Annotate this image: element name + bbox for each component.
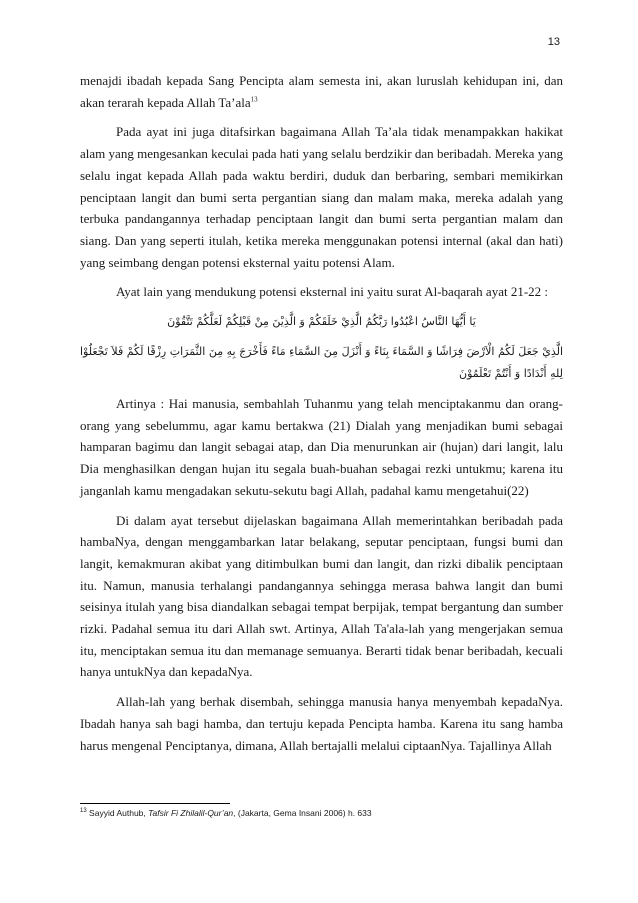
footnote [80,808,563,818]
footnote-author: Sayyid Authub, [86,808,149,818]
arabic-verse-22: الَّذِيْ جَعَلَ لَكُمُ الْاَرْضَ فِرَاشًا وَ السَّمَاءَ بِنَاءً وَ أَنْزَلَ مِنَ السَّمَاءِ مَاءً فَأَخْرَجَ بِهِ مِنَ الثَّمَرَاتِ رِزْقًا لَكُمْ فَلاَ تَجْعَلُوْا لِلهِ أَنْدَادًا وَ أَنْتُمْ تَعْلَمُوْنَ [80,345,563,381]
footnote-ref: 13 [250,95,258,104]
paragraph-3: Ayat lain yang mendukung potensi eksternal ini yaitu surat Al-baqarah ayat 21-22 : [116,284,549,300]
paragraph-1-text: menajdi ibadah kepada Sang Pencipta alam semesta ini, akan luruslah kehidupan ini, dan akan terarah kepada Allah Ta’ala [80,73,563,110]
paragraph-1 [80,70,563,113]
paragraph-6: Allah-lah yang berhak disembah, sehingga manusia hanya menyembah kepadaNya. Ibadah hanya sah bagi hamba, dan tertuju kepada Pencipta hamba. Karena itu sang hamba harus mengenal Penciptanya, dimana, Allah bertajalli melalui ciptaanNya. Tajallinya Allah [80,694,563,753]
paragraph-5: Di dalam ayat tersebut dijelaskan bagaimana Allah memerintahkan beribadah pada hambaNya, dengan menggambarkan latar belakang, seputar penciptaan, fungsi bumi dan langit, kemakmuran akibat yang ditimbulkan bumi dan langit, dan rizki dibalik penciptaan itu. Namun, manusia terhalangi pandangannya sehingga merasa bahwa langit dan bumi seisinya itulah yang bisa diandalkan sebagai tempat berpijak, tempat bergantung dan sumber rizki. Padahal semua itu dari Allah swt. Artinya, Allah Ta'ala-lah yang mengerjakan semua itu, menciptakan semua itu dan memanage semuanya. Berarti tidak benar beribadah, kecuali hanya untukNya dan kepadaNya. [80,512,563,680]
translation-paragraph: Artinya : Hai manusia, sembahlah Tuhanmu yang telah menciptakanmu dan orang-orang yang sebelummu, agar kamu bertakwa (21) Dialah yang menjadikan bumi sebagai hamparan bagimu dan langit sebagai atap, dan Dia menurunkan air (hujan) dari langit, lalu Dia menghasilkan dengan hujan itu segala buah-buahan sebagai rezki untukmu; karena itu janganlah kamu mengadakan sekutu-sekutu bagi Allah, padahal kamu mengetahui(22) [80,396,563,498]
footnote-number: 13 [80,808,87,815]
arabic-verse-21: يَا أَيُّهَا النَّاسُ اعْبُدُوا رَبَّكُمُ الَّذِيْ خَلَقَكُمْ وَ الَّذِيْنَ مِنْ قَبْلِكُمْ لَعَلَّكُمْ تَتَّقُوْنَ [167,315,476,329]
footnote-title: Tafsir Fi Zhilalil-Qur’an [148,808,234,818]
page-number: 13 [547,36,560,48]
body-text [80,70,563,764]
paragraph-2: Pada ayat ini juga ditafsirkan bagaimana Allah Ta’ala tidak menampakkan hakikat alam yang mengesankan keculai pada hati yang selalu berdzikir dan beribadah. Mereka yang selalu ingat kepada Allah pada waktu berdiri, duduk dan berbaring, sembari memikirkan penciptaan langit dan bumi serta pergantian siang dan malam maka, mereka adalah yang terbuka pandangannya terhadap penciptaan langit dan bumi serta pergantian malam dan siang. Dan yang seperti itulah, ketika mereka menggunakan potensi internal (akal dan hati) yang seimbang dengan potensi eksternal yaitu potensi Alam. [80,124,563,270]
footnote-publisher: , (Jakarta, Gema Insani 2006) h. 633 [233,808,372,818]
footnote-divider [80,803,230,804]
